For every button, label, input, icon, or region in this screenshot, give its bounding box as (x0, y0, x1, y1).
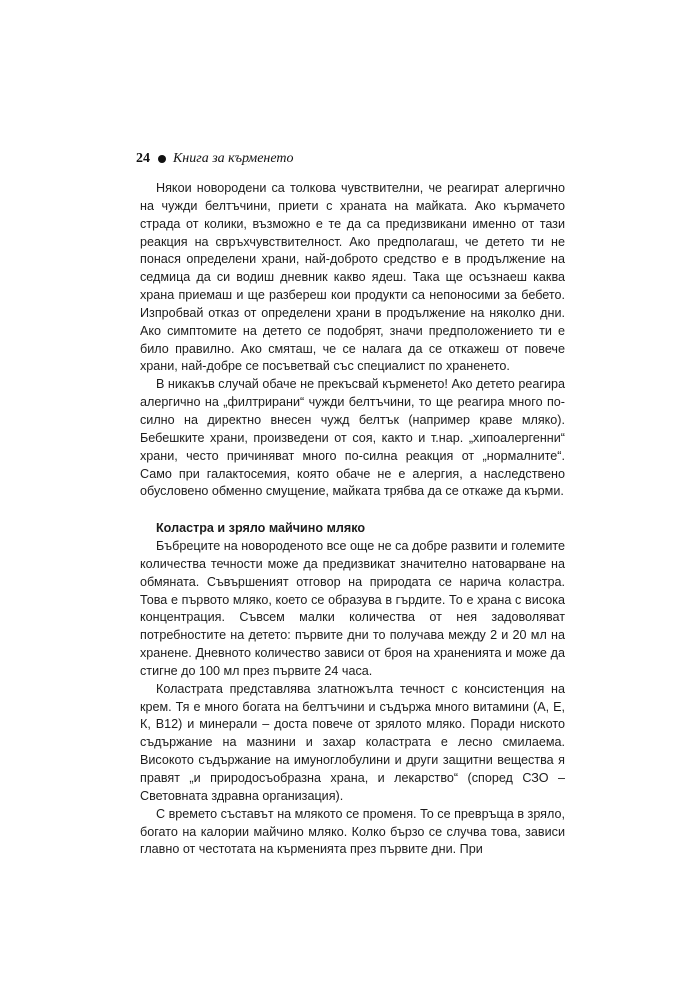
paragraph: В никакъв случай обаче не прекъсвай кърменето! Ако детето реагира алергично на „филтрирани“ чужди белтъчини, то ще реагира много по-силно на директно внесен чужд белтък (например краве мляко). Бебешките храни, произведени от соя, както и т.нар. „хипоалергенни“ храни, често причиняват много по-силна реакция от „нормалните“. Само при галактосемия, която обаче не е алергия, а наследствено обусловено обменно смущение, майката трябва да се откаже да кърми. (140, 377, 565, 499)
paragraph: Някои новородени са толкова чувствителни, че реагират алергично на чужди белтъчини, приети с храната на майката. Ако кърмачето страда от колики, възможно е те да са предизвикани именно от тази реакция на свръхчувствителност. Ако предполагаш, че детето ти не понася определени храни, най-доброто средство е в продължение на седмица да си водиш дневник какво ядеш. Така ще осъзнаеш каква храна приемаш и ще разбереш кои продукти са непоносими за бебето. Изпробвай отказ от определени храни в продължение на няколко дни. Ако симптомите на детето се подобрят, значи предположението ти е било правилно. Ако смяташ, че се налага да се откажеш от повече храни, най-добре се посъветвай със специалист по храненето. (140, 181, 565, 374)
book-title: Книга за кърменето (173, 151, 294, 166)
page-number: 24 (136, 151, 150, 166)
paragraph: Бъбреците на новороденото все още не са добре развити и големите количества течности може да предизвикат значително натоварване на обмяната. Съвършеният отговор на природата се нарича коластра. Това е първото мляко, което се образува в гърдите. То е храна с висока концентрация. Съвсем малки количества от нея задоволяват потребностите на детето: първите дни то получава между 2 и 20 мл на хранене. Дневното количество зависи от броя на храненията и може да стигне до 100 мл през първите 24 часа. (140, 539, 565, 678)
paragraph: С времето съставът на млякото се променя. То се превръща в зряло, богато на калории майчино мляко. Колко бързо се случва това, зависи главно от честотата на кърменията през първите дни. При (140, 806, 565, 857)
bullet-icon (158, 155, 166, 163)
paragraph: Коластрата представлява златножълта течност с консистенция на крем. Тя е много богата на белтъчини и съдържа много витамини (А, Е, К, В12) и минерали – доста повече от зрялото мляко. Поради ниското съдържание на мазнини и захар коластрата е лесно смилаема. Високото съдържание на имуноглобулини и други защитни вещества я правят „и природосъобразна храна, и лекарство“ (според СЗО – Световната здравна организация). (140, 681, 565, 803)
body-text (140, 180, 565, 859)
section-heading: Коластра и зряло майчино мляко (156, 521, 366, 536)
running-head (136, 151, 294, 167)
